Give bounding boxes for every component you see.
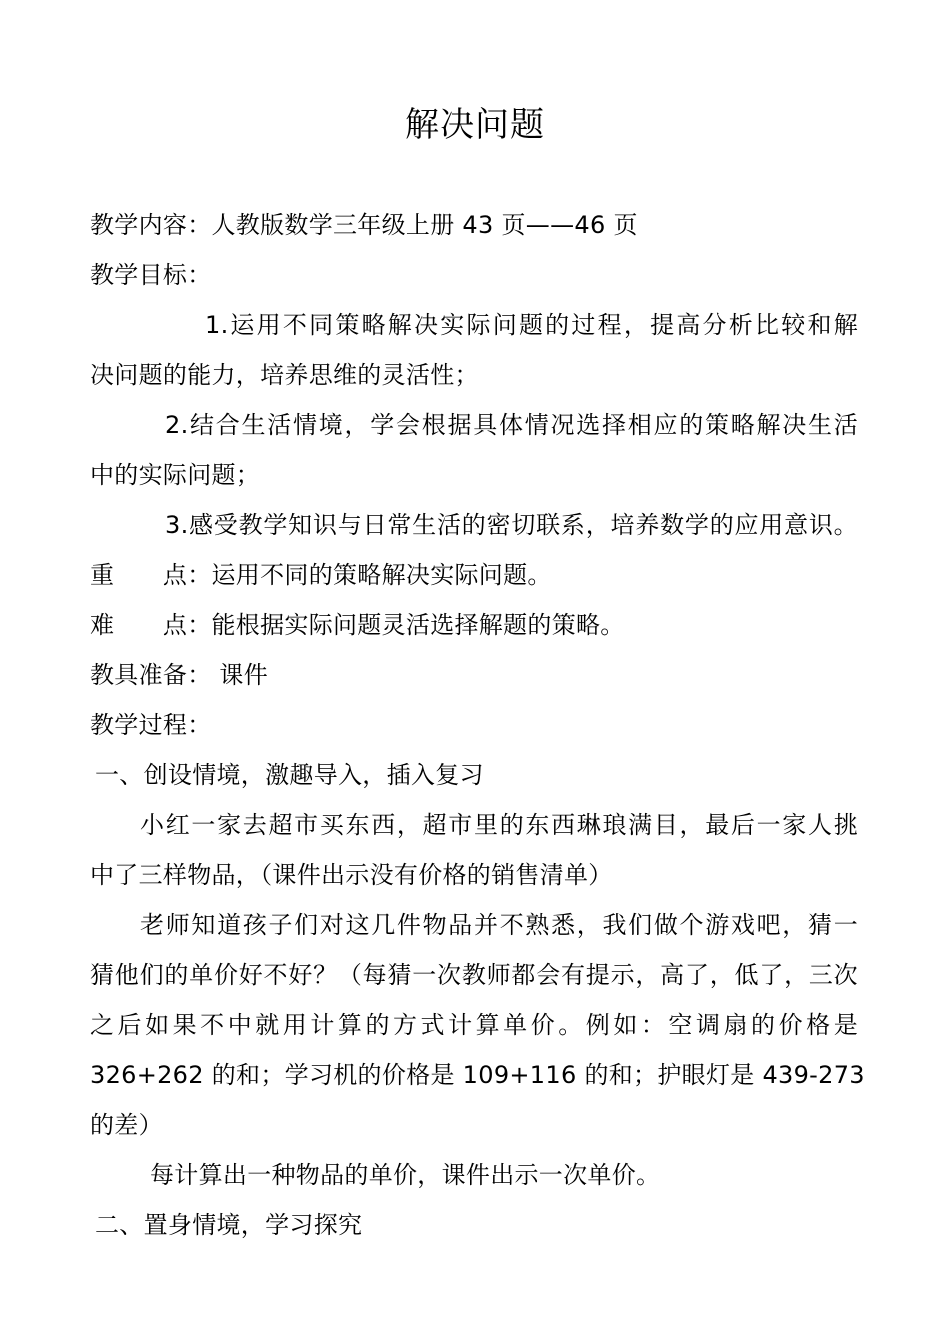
teaching-content: 教学内容：人教版数学三年级上册 43 页——46 页 [90,211,638,239]
difficult-point: 难 点：能根据实际问题灵活选择解题的策略。 [90,611,625,639]
key-point: 重 点：运用不同的策略解决实际问题。 [90,561,552,589]
goal-1-line-2: 决问题的能力，培养思维的灵活性； [90,361,479,389]
goal-2-line-2: 中的实际问题； [90,461,261,489]
paragraph-2-line-3: 之后如果不中就用计算的方式计算单价。例如：空调扇的价格是 [90,1011,858,1039]
goal-3: 3.感受教学知识与日常生活的密切联系，培养数学的应用意识。 [165,511,858,539]
paragraph-2-line-4: 326+262 的和；学习机的价格是 109+116 的和；护眼灯是 439-273 [90,1061,865,1089]
section-2-heading: 二、置身情境，学习探究 [95,1211,363,1239]
paragraph-1-line-2: 中了三样物品，（课件出示没有价格的销售清单） [90,861,613,889]
section-1-heading: 一、创设情境，激趣导入，插入复习 [95,761,484,789]
page-title: 解决问题 [405,105,545,145]
paragraph-2-line-2: 猜他们的单价好不好？（每猜一次教师都会有提示，高了，低了，三次 [90,961,858,989]
goal-1-line-1: 1.运用不同策略解决实际问题的过程，提高分析比较和解 [205,311,858,339]
goal-2-line-1: 2.结合生活情境，学会根据具体情况选择相应的策略解决生活 [165,411,858,439]
paragraph-1-line-1: 小红一家去超市买东西，超市里的东西琳琅满目，最后一家人挑 [140,811,858,839]
paragraph-3: 每计算出一种物品的单价，课件出示一次单价。 [150,1161,661,1189]
teaching-goals-heading: 教学目标： [90,261,212,289]
teaching-aids: 教具准备： 课件 [90,661,269,689]
paragraph-2-line-5: 的差） [90,1111,163,1139]
paragraph-2-line-1: 老师知道孩子们对这几件物品并不熟悉，我们做个游戏吧，猜一 [140,911,858,939]
teaching-process-heading: 教学过程： [90,711,212,739]
